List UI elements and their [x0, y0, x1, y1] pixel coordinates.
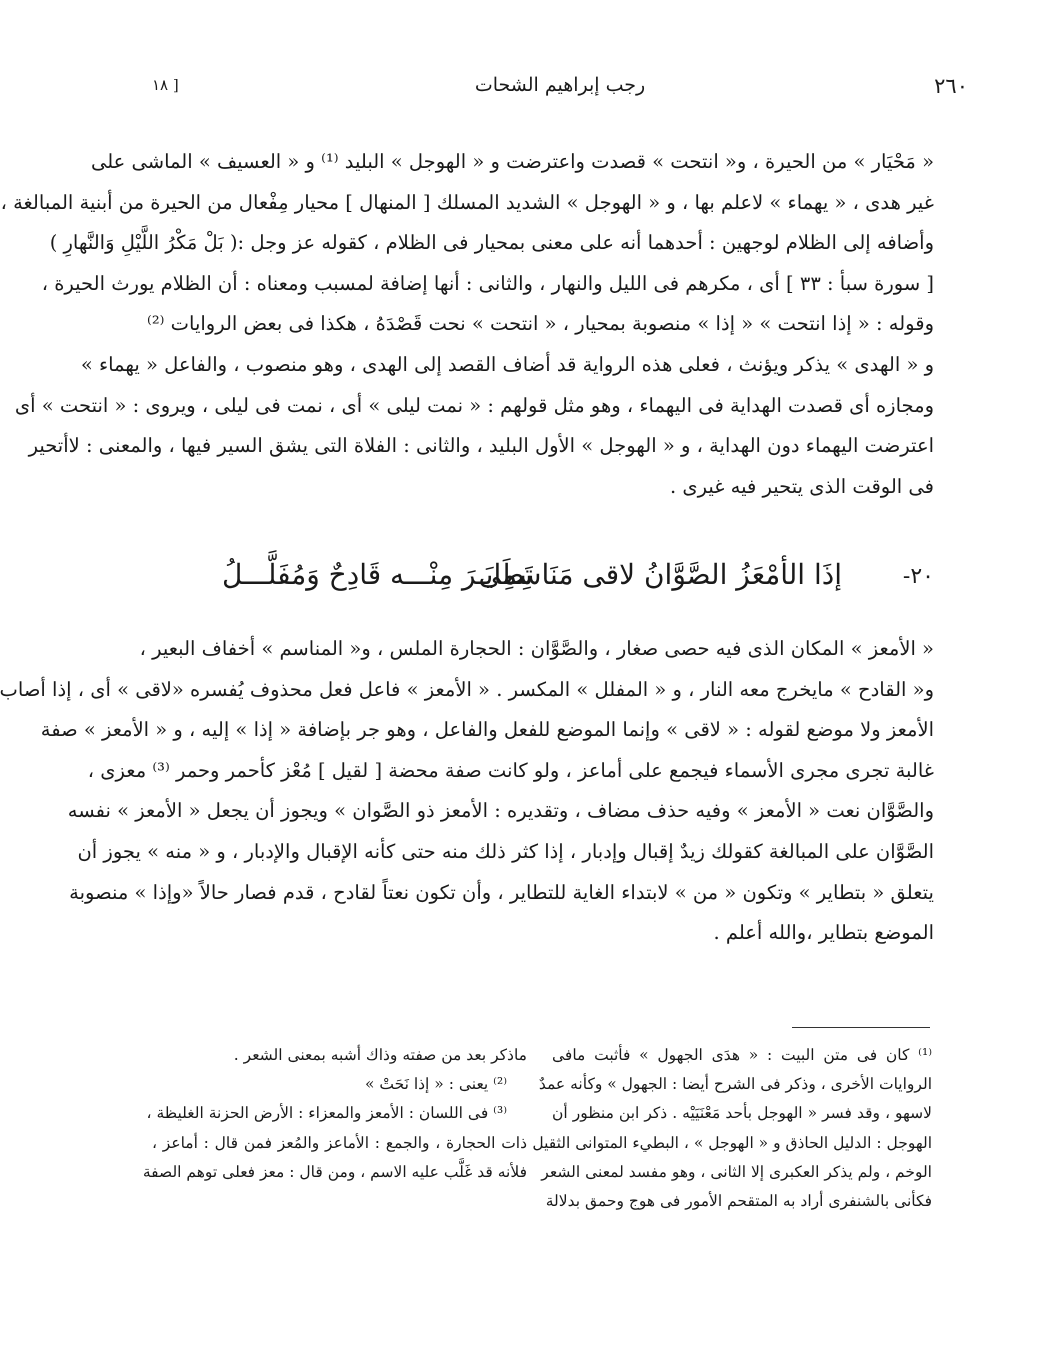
footnote-line: الوخم ، ولم يذكر العكبرى إلا الثانى ، وهو مفسد لمعنى الشعر — [541, 1162, 932, 1181]
footnote-line: ⁽³⁾ فى اللسان : الأمعز والمعزاء : الأرض الحزنة الغليظة ، — [146, 1104, 507, 1123]
text-line: والصَّوَّان نعت « الأمعز » وفيه حذف مضاف ، وتقديره : الأمعز ذو الصَّوان » ويجوز أن يجعل « الأمعز » نفسه — [67, 799, 934, 823]
footnote-line: ⁽²⁾ يعنى : « إذا نَحَتْ » — [364, 1075, 507, 1094]
footnote-divider — [792, 1027, 930, 1028]
text-line: ومجازه أى قصدت الهداية فى اليهماء ، وهو مثل قولهم : « نمت ليلى » أى ، نمت فى ليلى ، ويروى : « انتحت » أى — [14, 393, 934, 417]
text-line: الصَّوَّان على المبالغة كقولك زيدٌ إقبال وإدبار ، إذا كثر ذلك منه حتى كأنه الإقبال والإدبار ، و « منه » يجوز أن — [77, 839, 934, 863]
verse-number: ٢٠- — [902, 564, 934, 589]
footnotes-right-column — [532, 1041, 932, 1216]
text-line: فى الوقت الذى يتحير فيه غيرى . — [669, 474, 934, 498]
text-line: [ سورة سبأ : ٣٣ ] أى ، مكرهم فى الليل والنهار ، والثانى : أنها إضافة لمسبب ومعناه : أن الظلام يورث الحيرة ، — [41, 271, 934, 295]
poem-verse — [202, 558, 934, 608]
text-line: الأمعز ولا موضع لقوله : « لاقى » وإنما الموضع للفعل والفاعل ، وهو جر بإضافة « إذا » إليه ، و « الأمعز » صفة — [40, 718, 934, 742]
text-line: الموضع بتطاير ،والله أعلم . — [713, 921, 934, 945]
text-line: اعترضت اليهماء دون الهداية ، و « الهوجل » الأول البليد ، والثانى : الفلاة التى يشق السير فيها ، والمعنى : لاأتحير — [28, 434, 934, 458]
text-line: غير هدى ، « يهماء » لاعلم بها ، و « الهوجل » الشديد المسلك [ المنهال ] محيار مِفْعال من الحيرة من أبنية المبالغة ، — [0, 190, 934, 214]
footnote-line: ذات الحجارة ، والجمع : الأماعز والمُعز فمن قال : أماعز ، — [152, 1133, 527, 1152]
verse-first-hemistich: إذَا الأمْعَزُ الصَّوَّانُ لاقى مَنَاسِمِى — [478, 558, 842, 591]
text-line: و« القادح » مايخرج معه النار ، و « المفلل » المكسر . « الأمعز » فاعل فعل محذوف يُفسره «لاقى » أى ، إذا أصاب — [0, 677, 934, 701]
commentary-paragraph-2 — [0, 629, 934, 954]
text-line: « الأمعز » المكان الذى فيه حصى صغار ، والصَّوَّان : الحجارة الملس ، و« المناسم » أخفاف البعير ، — [139, 637, 934, 660]
footnote-line: فلأنه قد غَلَّب عليه الاسم ، ومن قال : معز فعلى توهم الصفة — [142, 1162, 527, 1181]
text-line: « مَحْيَار » من الحيرة ، و« انتحت » قصدت واعترضت و « الهوجل » البليد ⁽¹⁾ و « العسيف » الماشى على — [90, 150, 934, 173]
text-line: غالبة تجرى مجرى الأسماء فيجمع على أماعز ، ولو كانت صفة محضة [ لقيل ] مُعْز كأحمر وحمر ⁽³⁾ معزى ، — [87, 758, 934, 782]
footnote-line: الهوجل : الدليل الحاذق و « الهوجل » ، البطيء المتوانى الثقيل — [532, 1133, 932, 1152]
footnotes-left-column — [142, 1041, 527, 1187]
text-line: وأضافه إلى الظلام لوجهين : أحدهما أنه على معنى بمحيار فى الظلام ، كقوله عز وجل :( بَلْ مَكْرُ اللَّيْلِ وَالنَّهارِ ) — [49, 231, 934, 255]
running-title: رجب إبراهيم الشحات — [474, 74, 646, 96]
footnote-line: الروايات الأخرى ، وذكر فى الشرح أيضا : الجهول » وكأنه عمدٌ — [538, 1075, 932, 1094]
text-line: يتعلق « بتطاير » وتكون « من » لابتداء الغاية للتطاير ، وأن تكون نعتاً لقادح ، قدم فصار حالاً «وإذا » منصوبة — [69, 880, 934, 904]
page-number: ٢٦٠ — [934, 74, 968, 98]
footnote-line: لاسهو ، وقد فسر « الهوجل بأحد مَعْنَيَيْه . ذكر ابن منظور أن — [552, 1104, 932, 1123]
footnote-line: ماذكر بعد من صفته وذاك أشبه بمعنى الشعر . — [233, 1046, 527, 1064]
footnote-line: ⁽¹⁾ كان فى متن البيت : « هدَى الجهول » فأثبت مافى — [552, 1046, 932, 1064]
verse-second-hemistich: تَطَايَـرَ مِنْـــه قَادِحٌ وَمُفَلَّـــلُ — [222, 558, 533, 591]
footnote-line: فكأنى بالشنفرى أراد به المتقحم الأمور فى هوج وحمق بدلالة — [545, 1192, 932, 1211]
text-line: و « الهدى » يذكر ويؤنث ، فعلى هذه الرواية قد أضاف القصد إلى الهدى ، وهو منصوب ، والفاعل « يهماء » — [80, 352, 934, 376]
section-marker: [ ١٨ — [152, 76, 179, 94]
text-line: وقوله : « إذا انتحت » « إذا » منصوبة بمحيار ، « انتحت » نحت قَصْدَهُ ، هكذا فى بعض الروايات ⁽²⁾ — [147, 312, 934, 336]
page-header — [152, 74, 968, 106]
commentary-paragraph-1 — [0, 142, 934, 507]
